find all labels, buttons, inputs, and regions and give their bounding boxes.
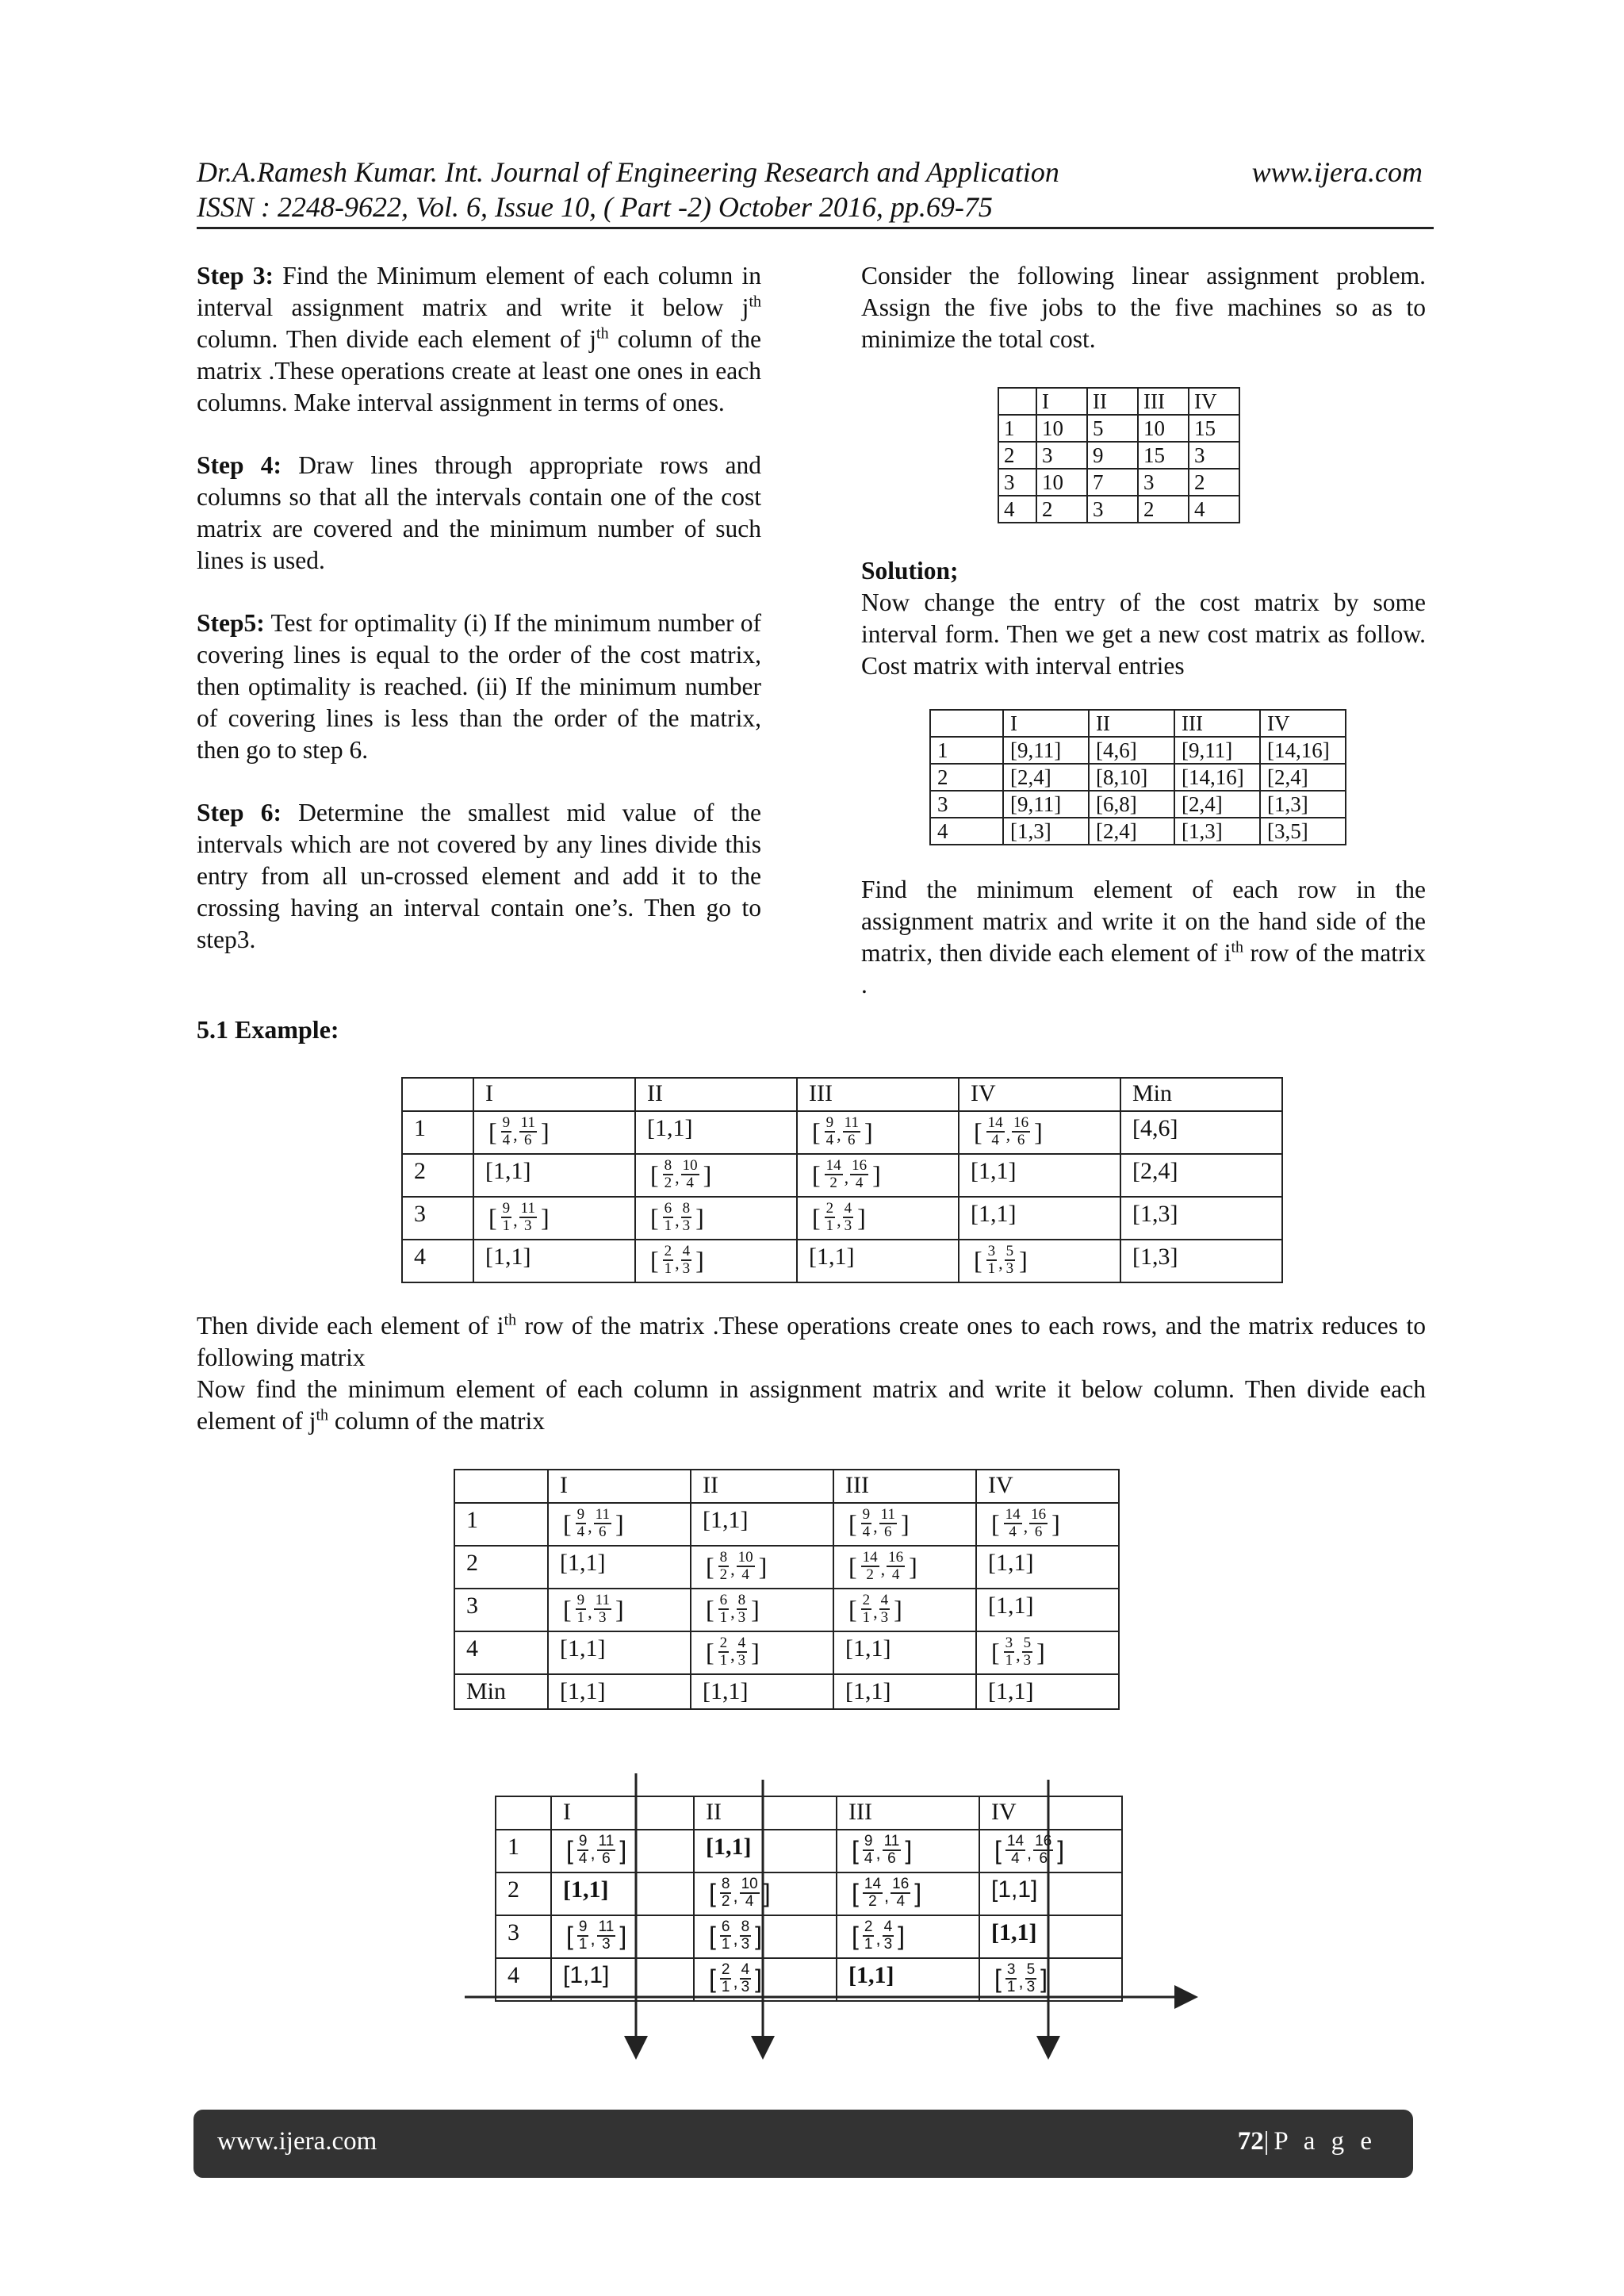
interval-fraction: [ $\frac{2}{1}$ , $\frac{4}{3}$ ] xyxy=(650,1243,704,1277)
left-column xyxy=(197,260,761,956)
table-cell: III xyxy=(1138,388,1189,415)
min-row xyxy=(454,1674,1119,1709)
table-cell: III xyxy=(833,1470,976,1503)
table-cell: 10 xyxy=(1036,415,1087,442)
table-cell: [1,3] xyxy=(1120,1197,1282,1240)
table-cell: [2,4] xyxy=(1120,1154,1282,1197)
interval-fraction: [ $\frac{3}{1}$ , $\frac{5}{3}$ ] xyxy=(994,1961,1048,1995)
step3-paragraph xyxy=(197,260,761,419)
table-cell xyxy=(837,1915,979,1958)
solution-heading-text: Solution; xyxy=(861,557,959,585)
table-cell: [1,3] xyxy=(1120,1240,1282,1282)
find-text-b: row of the matrix . xyxy=(861,939,1427,999)
table-cell: [1,1] xyxy=(548,1546,691,1589)
step4-label: Step 4: xyxy=(197,451,282,479)
table-cell: 9 xyxy=(1087,442,1138,469)
step4-text: Draw lines through appropriate rows and columns so that all the intervals contain one of the cost matrix are covered and the minimum number of such lines is used. xyxy=(197,451,761,574)
table-cell xyxy=(833,1503,976,1546)
table-row xyxy=(998,442,1239,469)
interval-fraction: [ $\frac{8}{2}$ , $\frac{10}{4}$ ] xyxy=(709,1876,771,1910)
table-cell: 3 xyxy=(1138,469,1189,496)
footer-url[interactable]: www.ijera.com xyxy=(217,2127,377,2156)
table-cell xyxy=(833,1589,976,1631)
row-label: 1 xyxy=(496,1830,551,1872)
table-cell xyxy=(691,1546,833,1589)
table-cell xyxy=(551,1830,694,1872)
table-cell: [1,1] xyxy=(959,1197,1120,1240)
table-cell: [1,1] xyxy=(548,1631,691,1674)
row-label: 4 xyxy=(402,1240,473,1282)
table-cell xyxy=(979,1958,1122,2001)
table-cell: [1,1] xyxy=(691,1674,833,1709)
interval-fraction: [ $\frac{14}{4}$ , $\frac{16}{6}$ ] xyxy=(994,1833,1065,1867)
table-row xyxy=(402,1197,1282,1240)
table-cell: I xyxy=(1003,710,1089,737)
table-cell: [9,11] xyxy=(1003,791,1089,818)
table-cell xyxy=(976,1503,1119,1546)
step3-text-c: column of the matrix .These operations create at least one ones in each columns. Make interval assignment in terms of ones. xyxy=(197,325,761,416)
row-min-matrix xyxy=(401,1077,1283,1283)
assigned-cell: [1,1] xyxy=(979,1915,1122,1958)
page-footer xyxy=(193,2110,1413,2178)
table-header-row xyxy=(402,1078,1282,1111)
step6-label: Step 6: xyxy=(197,799,282,826)
interval-fraction: [ $\frac{2}{1}$ , $\frac{4}{3}$ ] xyxy=(852,1918,906,1953)
middle-text-c: Now find the minimum element of each column in assignment matrix and write it below column. Then divide each element of j xyxy=(197,1375,1426,1435)
interval-fraction: [ $\frac{9}{1}$ , $\frac{11}{3}$ ] xyxy=(488,1200,550,1234)
page-word: |P a g e xyxy=(1263,2127,1377,2156)
table-cell: I xyxy=(548,1470,691,1503)
sup-th: th xyxy=(1231,938,1244,956)
table-row xyxy=(454,1631,1119,1674)
table-row xyxy=(454,1589,1119,1631)
table-header-row xyxy=(998,388,1239,415)
table-cell xyxy=(797,1111,959,1154)
row-label: 3 xyxy=(496,1915,551,1958)
table-cell: I xyxy=(1036,388,1087,415)
interval-fraction: [ $\frac{14}{2}$ , $\frac{16}{4}$ ] xyxy=(812,1157,881,1191)
step5-text: Test for optimality (i) If the minimum number of covering lines is equal to the order of the cost matrix, then optimality is reached. (ii) If the minimum number of covering lines is less than the order of the matrix, then go to step 6. xyxy=(197,609,761,764)
interval-cost-table xyxy=(929,709,1346,845)
table-row xyxy=(496,1872,1122,1915)
solution-text: Now change the entry of the cost matrix by some interval form. Then we get a new cost matrix as follow. Cost matrix with interval entries xyxy=(861,588,1426,680)
table-cell xyxy=(837,1830,979,1872)
table-cell: [1,1] xyxy=(959,1154,1120,1197)
table-cell: [2,4] xyxy=(1089,818,1174,845)
table-cell: 15 xyxy=(1189,415,1239,442)
table-cell: II xyxy=(635,1078,797,1111)
sup-th: th xyxy=(749,293,761,311)
table-cell: 10 xyxy=(1036,469,1087,496)
table-cell: 4 xyxy=(998,496,1036,523)
solution-block xyxy=(861,555,1426,682)
table-cell: I xyxy=(551,1796,694,1830)
table-cell: [1,3] xyxy=(1003,818,1089,845)
journal-header: Dr.A.Ramesh Kumar. Int. Journal of Engineering Research and Application xyxy=(197,156,1059,188)
table-cell xyxy=(402,1078,473,1111)
table-cell: [1,3] xyxy=(1260,791,1346,818)
table-cell xyxy=(548,1589,691,1631)
table-cell: II xyxy=(1087,388,1138,415)
table-row xyxy=(930,818,1346,845)
table-cell: [8,10] xyxy=(1089,764,1174,791)
table-row xyxy=(998,469,1239,496)
table-cell: 2 xyxy=(1138,496,1189,523)
table-row xyxy=(496,1958,1122,2001)
table-cell: IV xyxy=(1260,710,1346,737)
sup-th: th xyxy=(316,1406,329,1424)
table-cell: [1,1] xyxy=(833,1674,976,1709)
table-cell: II xyxy=(694,1796,837,1830)
table-row xyxy=(930,791,1346,818)
table-cell: [2,4] xyxy=(1174,791,1260,818)
row-label: 3 xyxy=(454,1589,548,1631)
table-cell: [9,11] xyxy=(1174,737,1260,764)
table-cell: 1 xyxy=(998,415,1036,442)
interval-fraction: [ $\frac{9}{4}$ , $\frac{11}{6}$ ] xyxy=(848,1506,910,1540)
row-label: 3 xyxy=(402,1197,473,1240)
row-label: 4 xyxy=(496,1958,551,2001)
sup-th: th xyxy=(596,324,609,343)
table-cell xyxy=(833,1546,976,1589)
table-cell: [1,1] xyxy=(976,1589,1119,1631)
interval-fraction: [ $\frac{14}{2}$ , $\frac{16}{4}$ ] xyxy=(852,1876,922,1910)
issn-header: ISSN : 2248-9622, Vol. 6, Issue 10, ( Part -2) October 2016, pp.69-75 xyxy=(197,191,993,223)
find-minimum-paragraph xyxy=(861,874,1426,1001)
interval-fraction: [ $\frac{2}{1}$ , $\frac{4}{3}$ ] xyxy=(812,1200,866,1234)
middle-paragraph-1 xyxy=(197,1310,1426,1374)
table-cell xyxy=(473,1197,635,1240)
interval-fraction: [ $\frac{8}{2}$ , $\frac{10}{4}$ ] xyxy=(706,1549,768,1583)
table-cell: 3 xyxy=(930,791,1003,818)
interval-fraction: [ $\frac{14}{4}$ , $\frac{16}{6}$ ] xyxy=(974,1114,1043,1148)
table-header-row xyxy=(496,1796,1122,1830)
table-cell: I xyxy=(473,1078,635,1111)
table-cell xyxy=(635,1197,797,1240)
step5-paragraph xyxy=(197,608,761,766)
table-row xyxy=(402,1240,1282,1282)
column-min-matrix xyxy=(454,1469,1120,1710)
interval-fraction: [ $\frac{6}{1}$ , $\frac{8}{3}$ ] xyxy=(706,1592,760,1626)
table-cell: IV xyxy=(976,1470,1119,1503)
table-cell: [1,1] xyxy=(976,1546,1119,1589)
step5-label: Step5: xyxy=(197,609,265,637)
row-label: 1 xyxy=(454,1503,548,1546)
interval-fraction: [ $\frac{9}{1}$ , $\frac{11}{3}$ ] xyxy=(563,1592,624,1626)
right-column xyxy=(861,260,1426,355)
table-cell xyxy=(797,1154,959,1197)
table-cell: II xyxy=(1089,710,1174,737)
table-cell xyxy=(694,1958,837,2001)
table-header-row xyxy=(930,710,1346,737)
table-cell: [6,8] xyxy=(1089,791,1174,818)
table-cell: [4,6] xyxy=(1089,737,1174,764)
row-label: 1 xyxy=(402,1111,473,1154)
table-cell: 5 xyxy=(1087,415,1138,442)
row-label: 4 xyxy=(454,1631,548,1674)
table-row xyxy=(930,737,1346,764)
row-label: 2 xyxy=(402,1154,473,1197)
example-heading: 5.1 Example: xyxy=(197,1015,339,1044)
table-cell xyxy=(998,388,1036,415)
row-label: 2 xyxy=(454,1546,548,1589)
table-cell xyxy=(837,1872,979,1915)
interval-fraction: [ $\frac{9}{4}$ , $\frac{11}{6}$ ] xyxy=(488,1114,550,1148)
table-header-row xyxy=(454,1470,1119,1503)
table-cell: [1,1] xyxy=(473,1154,635,1197)
table-cell: III xyxy=(1174,710,1260,737)
interval-fraction: [ $\frac{3}{1}$ , $\frac{5}{3}$ ] xyxy=(974,1243,1028,1277)
table-cell: 2 xyxy=(930,764,1003,791)
interval-fraction: [ $\frac{2}{1}$ , $\frac{4}{3}$ ] xyxy=(706,1635,760,1669)
interval-fraction: [ $\frac{6}{1}$ , $\frac{8}{3}$ ] xyxy=(650,1200,704,1234)
table-cell: [3,5] xyxy=(1260,818,1346,845)
find-text-a: Find the minimum element of each row in the assignment matrix and write it on the hand side of the matrix, then divide each element of i xyxy=(861,876,1426,967)
table-cell xyxy=(551,1915,694,1958)
step3-text-a: Find the Minimum element of each column in interval assignment matrix and write it below j xyxy=(197,262,762,321)
table-cell: [1,1] xyxy=(635,1111,797,1154)
table-cell: 1 xyxy=(930,737,1003,764)
page-number-value: 72 xyxy=(1237,2127,1264,2156)
table-row xyxy=(998,415,1239,442)
interval-fraction: [ $\frac{9}{4}$ , $\frac{11}{6}$ ] xyxy=(566,1833,627,1867)
table-cell xyxy=(959,1240,1120,1282)
table-cell xyxy=(635,1240,797,1282)
table-cell: IV xyxy=(979,1796,1122,1830)
step6-text: Determine the smallest mid value of the intervals which are not covered by any lines divide this entry from all un-crossed element and add it to the crossing having an interval contain one’s. Then go to step3. xyxy=(197,799,762,953)
interval-fraction: [ $\frac{6}{1}$ , $\frac{8}{3}$ ] xyxy=(709,1918,763,1953)
table-cell: Min xyxy=(1120,1078,1282,1111)
table-cell: 10 xyxy=(1138,415,1189,442)
table-cell: [2,4] xyxy=(1260,764,1346,791)
middle-text-b: row of the matrix .These operations create ones to each rows, and the matrix reduces to following matrix xyxy=(197,1312,1426,1371)
step3-text-b: column. Then divide each element of j xyxy=(197,325,597,353)
table-cell: [1,1] xyxy=(551,1958,694,2001)
table-row xyxy=(998,496,1239,523)
interval-fraction: [ $\frac{9}{1}$ , $\frac{11}{3}$ ] xyxy=(566,1918,627,1953)
table-cell: 3 xyxy=(998,469,1036,496)
row-label: Min xyxy=(454,1674,548,1709)
table-cell: [4,6] xyxy=(1120,1111,1282,1154)
table-row xyxy=(402,1154,1282,1197)
table-cell: 2 xyxy=(1036,496,1087,523)
table-cell xyxy=(473,1111,635,1154)
table-cell: 3 xyxy=(1087,496,1138,523)
table-row xyxy=(402,1111,1282,1154)
step3-label: Step 3: xyxy=(197,262,274,289)
table-cell: 2 xyxy=(998,442,1036,469)
table-cell: 3 xyxy=(1189,442,1239,469)
table-cell xyxy=(691,1631,833,1674)
table-cell: [1,1] xyxy=(691,1503,833,1546)
assigned-cell: [1,1] xyxy=(837,1958,979,2001)
step6-paragraph xyxy=(197,797,761,956)
table-cell: [1,1] xyxy=(548,1674,691,1709)
header-rule xyxy=(197,227,1434,229)
step4-paragraph xyxy=(197,450,761,577)
table-cell: [14,16] xyxy=(1174,764,1260,791)
table-cell: II xyxy=(691,1470,833,1503)
table-cell xyxy=(930,710,1003,737)
interval-fraction: [ $\frac{9}{4}$ , $\frac{11}{6}$ ] xyxy=(563,1506,624,1540)
table-cell: [1,1] xyxy=(473,1240,635,1282)
table-cell xyxy=(694,1872,837,1915)
sup-th: th xyxy=(504,1311,517,1329)
table-cell xyxy=(959,1111,1120,1154)
table-cell xyxy=(694,1915,837,1958)
table-cell: [14,16] xyxy=(1260,737,1346,764)
table-cell: III xyxy=(797,1078,959,1111)
table-cell: 4 xyxy=(1189,496,1239,523)
table-cell: [1,1] xyxy=(979,1872,1122,1915)
assigned-cell: [1,1] xyxy=(551,1872,694,1915)
table-cell xyxy=(454,1470,548,1503)
table-row xyxy=(454,1546,1119,1589)
cost-table xyxy=(998,387,1240,523)
table-cell: [1,1] xyxy=(976,1674,1119,1709)
table-cell: [1,3] xyxy=(1174,818,1260,845)
table-cell: IV xyxy=(959,1078,1120,1111)
table-cell xyxy=(635,1154,797,1197)
middle-text-d: column of the matrix xyxy=(328,1407,545,1435)
table-cell xyxy=(548,1503,691,1546)
table-cell: 7 xyxy=(1087,469,1138,496)
interval-fraction: [ $\frac{3}{1}$ , $\frac{5}{3}$ ] xyxy=(991,1635,1045,1669)
table-cell xyxy=(797,1197,959,1240)
interval-fraction: [ $\frac{2}{1}$ , $\frac{4}{3}$ ] xyxy=(709,1961,763,1995)
assigned-cell: [1,1] xyxy=(694,1830,837,1872)
middle-paragraph-2 xyxy=(197,1374,1426,1437)
header-url[interactable]: www.ijera.com xyxy=(1251,156,1423,188)
table-cell: [1,1] xyxy=(797,1240,959,1282)
table-cell: 3 xyxy=(1036,442,1087,469)
interval-fraction: [ $\frac{2}{1}$ , $\frac{4}{3}$ ] xyxy=(848,1592,902,1626)
table-row xyxy=(930,764,1346,791)
table-row xyxy=(454,1503,1119,1546)
interval-fraction: [ $\frac{8}{2}$ , $\frac{10}{4}$ ] xyxy=(650,1157,712,1191)
table-row xyxy=(496,1915,1122,1958)
interval-fraction: [ $\frac{9}{4}$ , $\frac{11}{6}$ ] xyxy=(852,1833,913,1867)
table-cell: 2 xyxy=(1189,469,1239,496)
middle-text xyxy=(197,1310,1426,1437)
interval-fraction: [ $\frac{14}{2}$ , $\frac{16}{4}$ ] xyxy=(848,1549,917,1583)
page-number xyxy=(1238,2127,1377,2156)
table-cell: [1,1] xyxy=(833,1631,976,1674)
table-cell: [9,11] xyxy=(1003,737,1089,764)
table-cell: IV xyxy=(1189,388,1239,415)
middle-text-a: Then divide each element of i xyxy=(197,1312,504,1340)
table-cell xyxy=(496,1796,551,1830)
solution-heading xyxy=(861,555,1426,587)
interval-fraction: [ $\frac{9}{4}$ , $\frac{11}{6}$ ] xyxy=(812,1114,873,1148)
intro-paragraph: Consider the following linear assignment problem. Assign the five jobs to the five machines so as to minimize the total cost. xyxy=(861,262,1426,353)
table-cell xyxy=(976,1631,1119,1674)
table-cell: 4 xyxy=(930,818,1003,845)
row-label: 2 xyxy=(496,1872,551,1915)
covering-lines-matrix xyxy=(495,1796,1123,2002)
table-cell xyxy=(691,1589,833,1631)
table-row xyxy=(496,1830,1122,1872)
interval-fraction: [ $\frac{14}{4}$ , $\frac{16}{6}$ ] xyxy=(991,1506,1060,1540)
table-cell: III xyxy=(837,1796,979,1830)
table-cell: [2,4] xyxy=(1003,764,1089,791)
table-cell: 15 xyxy=(1138,442,1189,469)
table-cell xyxy=(979,1830,1122,1872)
